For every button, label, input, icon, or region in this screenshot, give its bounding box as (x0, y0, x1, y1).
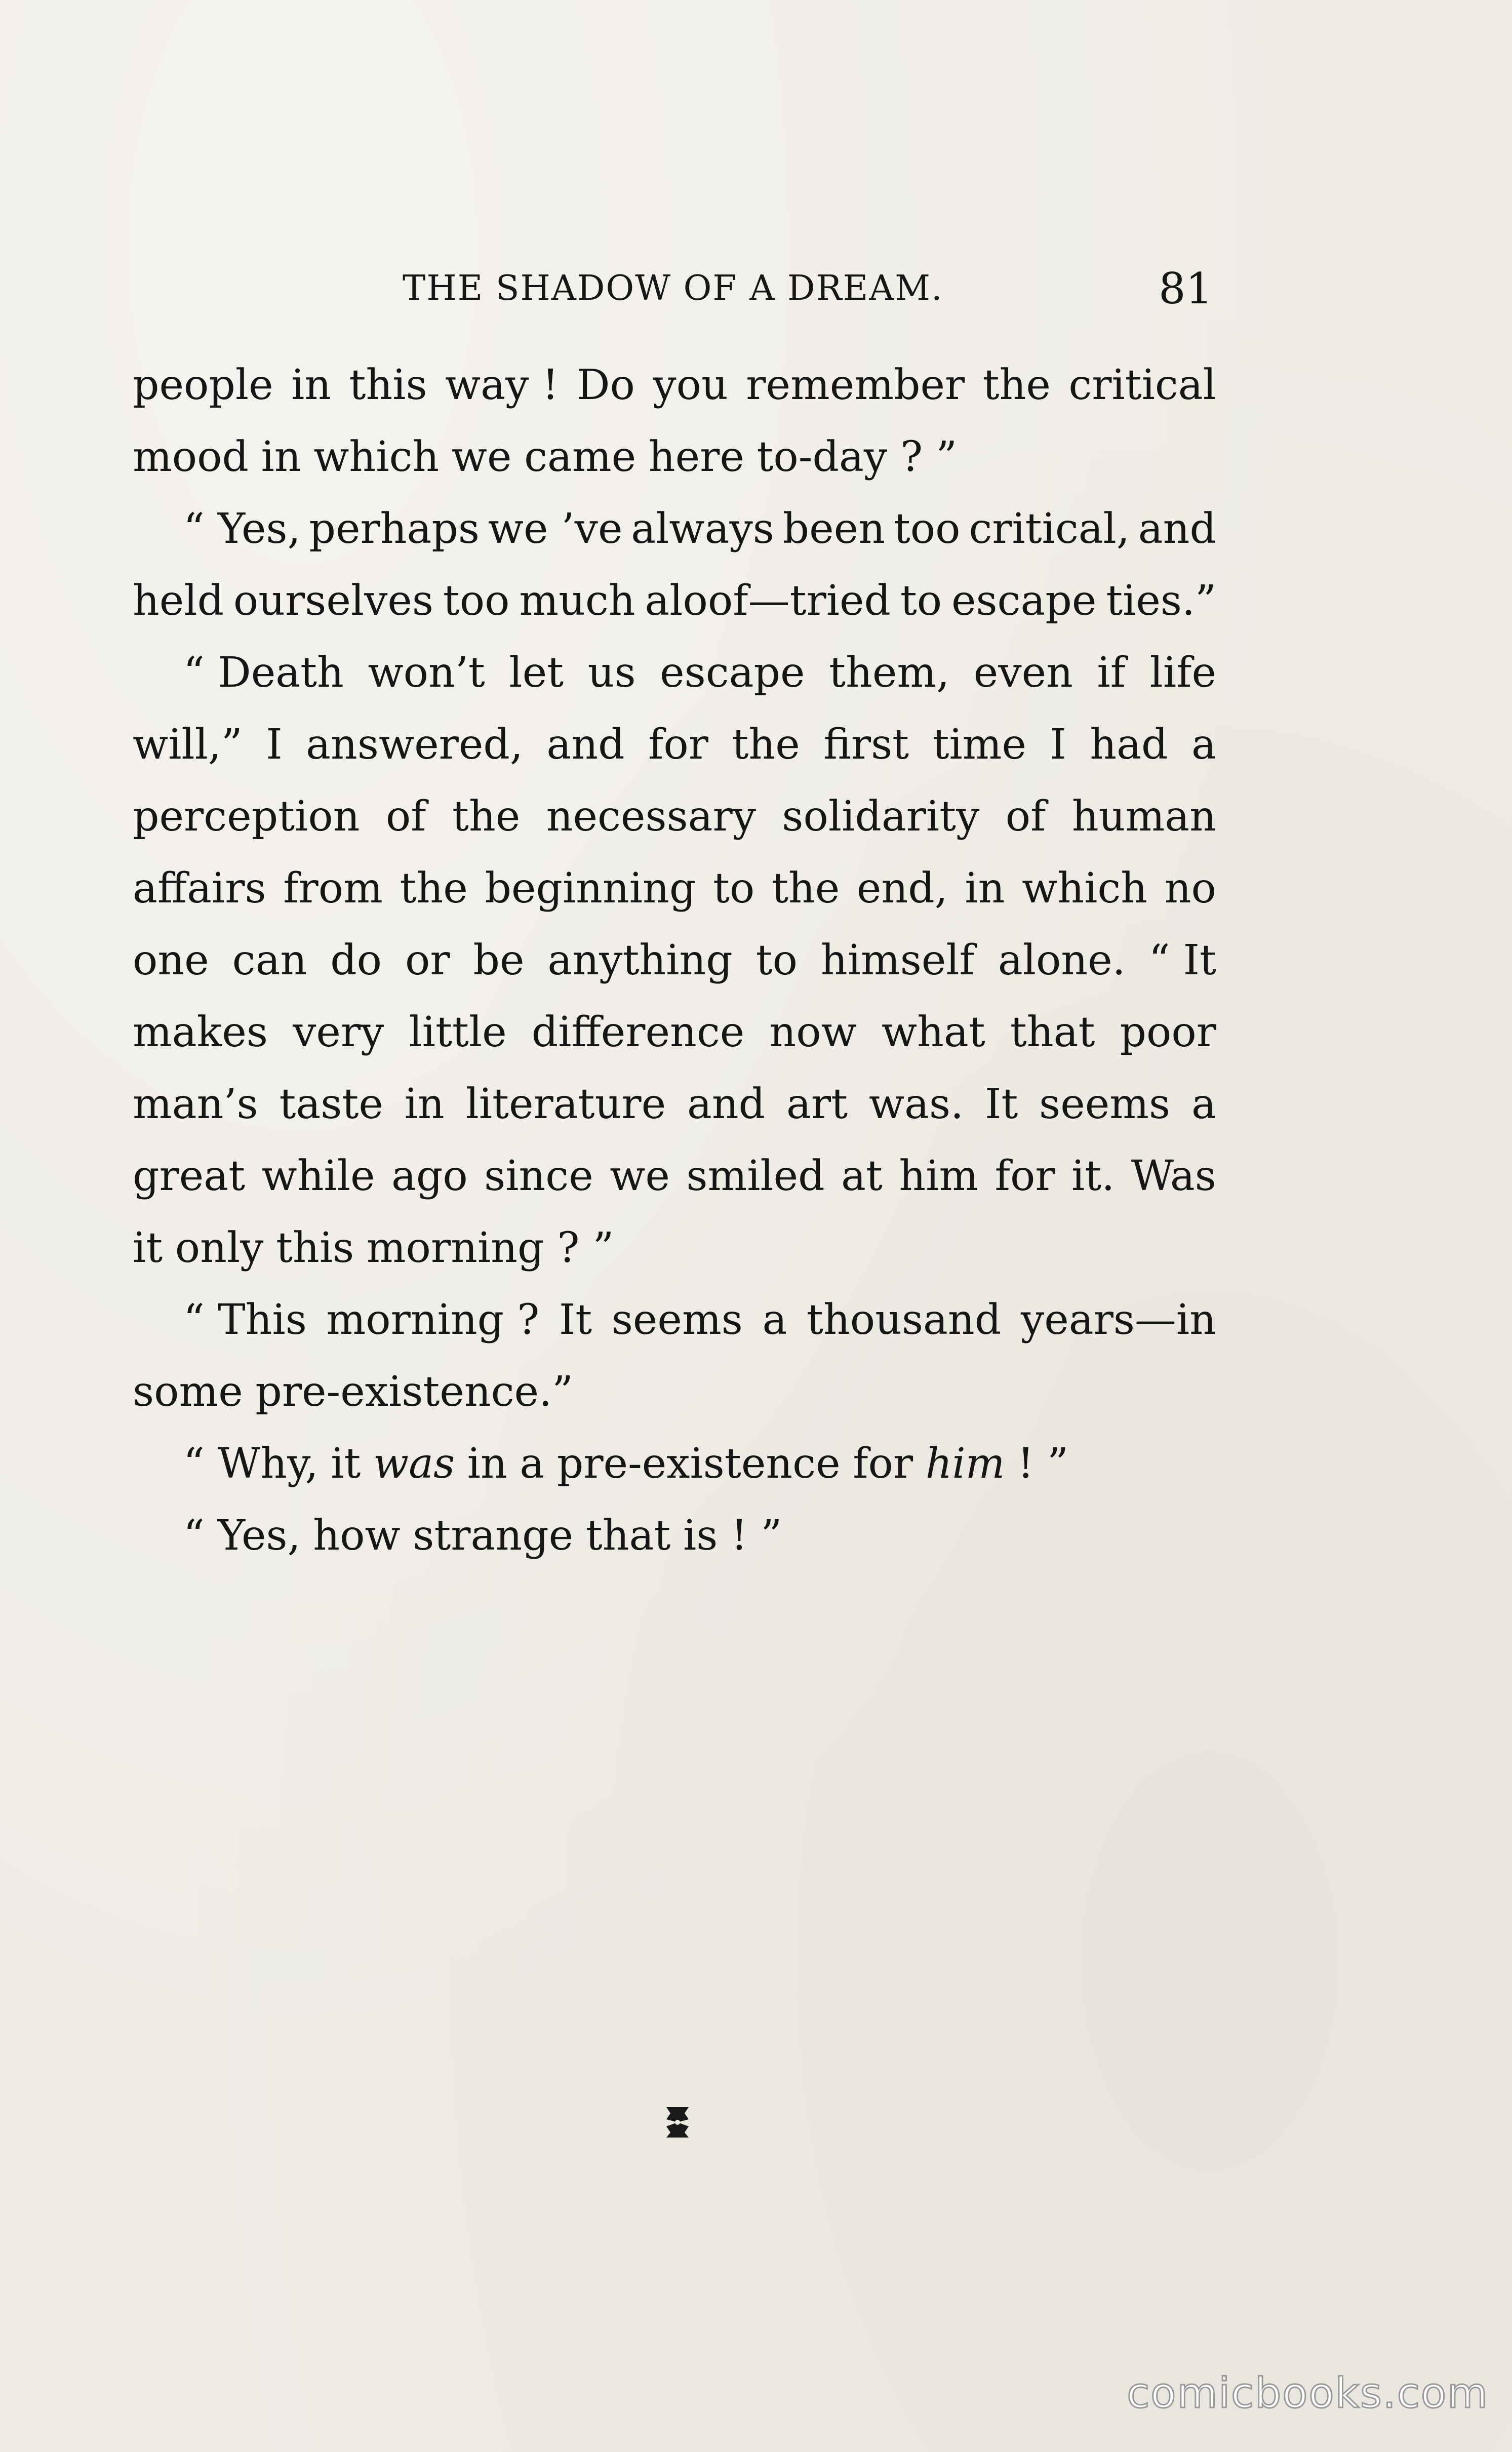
word: perception (133, 793, 360, 841)
word: of (385, 793, 426, 841)
word: perhaps (309, 505, 480, 553)
word: do (330, 936, 382, 984)
text-line (133, 421, 1216, 493)
text-line (133, 1069, 1216, 1140)
word: no (1164, 864, 1216, 913)
word: anything (547, 936, 733, 984)
word: for (994, 1152, 1055, 1200)
word: in (404, 1080, 445, 1128)
word: will,” (133, 721, 243, 769)
text-line (133, 781, 1216, 853)
text-line (133, 565, 1216, 637)
word: too (893, 505, 961, 553)
word: we (451, 433, 512, 481)
word: at (841, 1152, 883, 1200)
word: himself (820, 936, 975, 984)
word: a (762, 1296, 787, 1344)
word: the (732, 721, 800, 769)
word: critical, (969, 505, 1130, 553)
word: and (687, 1080, 766, 1128)
word: very (293, 1008, 384, 1056)
word: “ It (1148, 936, 1216, 984)
word: this (276, 1224, 354, 1272)
word: which (313, 433, 440, 481)
word: in (261, 433, 301, 481)
word: which (1022, 864, 1148, 913)
word: to (900, 577, 942, 625)
word: solidarity (782, 793, 980, 841)
word: the (452, 793, 521, 841)
word: a (520, 1440, 545, 1488)
word: we ’ve (488, 505, 623, 553)
word: for (853, 1440, 913, 1488)
word: art (786, 1080, 848, 1128)
text-line (133, 1284, 1216, 1356)
word: strange (413, 1512, 574, 1560)
word: be (473, 936, 525, 984)
word: first (823, 721, 909, 769)
word: I (1050, 721, 1066, 769)
word: ! ” (1017, 1440, 1069, 1488)
word: him (899, 1152, 979, 1200)
word: taste (279, 1080, 383, 1128)
word: ties.” (1106, 577, 1216, 625)
word: them, (829, 649, 950, 697)
word: what (881, 1008, 985, 1056)
word: poor (1120, 1008, 1216, 1056)
word: or (405, 936, 450, 984)
word: I (266, 721, 283, 769)
word: the (771, 864, 840, 913)
word: in (291, 361, 332, 409)
word: it. (1071, 1152, 1115, 1200)
word: came (524, 433, 636, 481)
word: while (261, 1152, 375, 1200)
word: can (232, 936, 307, 984)
word: only (175, 1224, 264, 1272)
word: that (1010, 1008, 1095, 1056)
word: it (133, 1224, 163, 1272)
word: aloof—tried (645, 577, 891, 625)
word: “ Yes, (183, 1512, 301, 1560)
word: it (331, 1440, 361, 1488)
word: seems (1039, 1080, 1171, 1128)
word: ourselves (233, 577, 434, 625)
word: answered, (306, 721, 523, 769)
word: necessary (546, 793, 757, 841)
word: a (1191, 721, 1216, 769)
text-line (133, 853, 1216, 925)
word: Do (576, 361, 635, 409)
word: mood (133, 433, 249, 481)
word: little (409, 1008, 507, 1056)
word: It (984, 1080, 1018, 1128)
word: ago (391, 1152, 468, 1200)
word: pre-existence (556, 1440, 841, 1488)
word: for (648, 721, 708, 769)
word: thousand (807, 1296, 1002, 1344)
word: let (509, 649, 564, 697)
word: the (982, 361, 1051, 409)
word: held (133, 577, 224, 625)
word: was. (868, 1080, 964, 1128)
word: now (769, 1008, 857, 1056)
word: had (1090, 721, 1168, 769)
word: always (631, 505, 774, 553)
word: of (1005, 793, 1046, 841)
word: pre-existence.” (255, 1368, 574, 1416)
word: and (1138, 505, 1216, 553)
word: alone. (998, 936, 1126, 984)
word: years—in (1020, 1296, 1216, 1344)
running-head (403, 263, 1213, 314)
text-line (133, 493, 1216, 565)
word: morning ? (326, 1296, 540, 1344)
word: the (400, 864, 468, 913)
word: how (313, 1512, 401, 1560)
word: Was (1131, 1152, 1216, 1200)
word: life (1149, 649, 1216, 697)
word: this (349, 361, 427, 409)
word: people (133, 361, 273, 409)
word: from (283, 864, 383, 913)
word: him (925, 1440, 1005, 1488)
text-line (133, 637, 1216, 709)
printer-ornament-icon (662, 2104, 693, 2140)
word: even (973, 649, 1073, 697)
word: escape (951, 577, 1097, 625)
word: much (519, 577, 635, 625)
word: we (610, 1152, 670, 1200)
word: “ Why, (183, 1440, 319, 1488)
word: in (965, 864, 1005, 913)
word: us (587, 649, 636, 697)
running-title: THE SHADOW OF A DREAM. (403, 268, 943, 308)
text-line (133, 997, 1216, 1069)
word: was (373, 1440, 455, 1488)
word: man’s (133, 1080, 258, 1128)
word: escape (660, 649, 805, 697)
word: affairs (133, 864, 266, 913)
word: It (559, 1296, 592, 1344)
word: to-day ? ” (757, 433, 958, 481)
word: and (546, 721, 625, 769)
text-line (133, 1500, 1216, 1572)
word: seems (611, 1296, 743, 1344)
word: end, (856, 864, 948, 913)
word: smiled (686, 1152, 825, 1200)
word: a (1191, 1080, 1216, 1128)
text-line (133, 1140, 1216, 1212)
page-number: 81 (1159, 264, 1213, 313)
word: great (133, 1152, 246, 1200)
word: if (1097, 649, 1126, 697)
body-text (133, 349, 1216, 1572)
watermark: comicbooks.com (1127, 2369, 1489, 2418)
word: way ! (445, 361, 559, 409)
word: since (484, 1152, 593, 1200)
word: to (755, 936, 798, 984)
word: to (712, 864, 755, 913)
text-line (133, 709, 1216, 781)
word: “ This (183, 1296, 307, 1344)
word: that (585, 1512, 671, 1560)
word: morning ? ” (366, 1224, 614, 1272)
word: remember (746, 361, 965, 409)
text-line (133, 1212, 1216, 1284)
word: “ Death (183, 649, 344, 697)
word: human (1071, 793, 1216, 841)
text-line (133, 349, 1216, 421)
word: you (653, 361, 728, 409)
word: too (443, 577, 510, 625)
text-line (133, 1428, 1216, 1500)
word: been (782, 505, 886, 553)
word: literature (465, 1080, 666, 1128)
word: “ Yes, (183, 505, 301, 553)
word: is ! ” (683, 1512, 782, 1560)
word: critical (1068, 361, 1216, 409)
text-line (133, 1356, 1216, 1428)
word: difference (531, 1008, 745, 1056)
word: makes (133, 1008, 268, 1056)
word: one (133, 936, 209, 984)
word: some (133, 1368, 243, 1416)
text-line (133, 925, 1216, 997)
word: won’t (368, 649, 485, 697)
word: beginning (485, 864, 696, 913)
word: time (932, 721, 1027, 769)
word: in (467, 1440, 507, 1488)
word: here (648, 433, 744, 481)
